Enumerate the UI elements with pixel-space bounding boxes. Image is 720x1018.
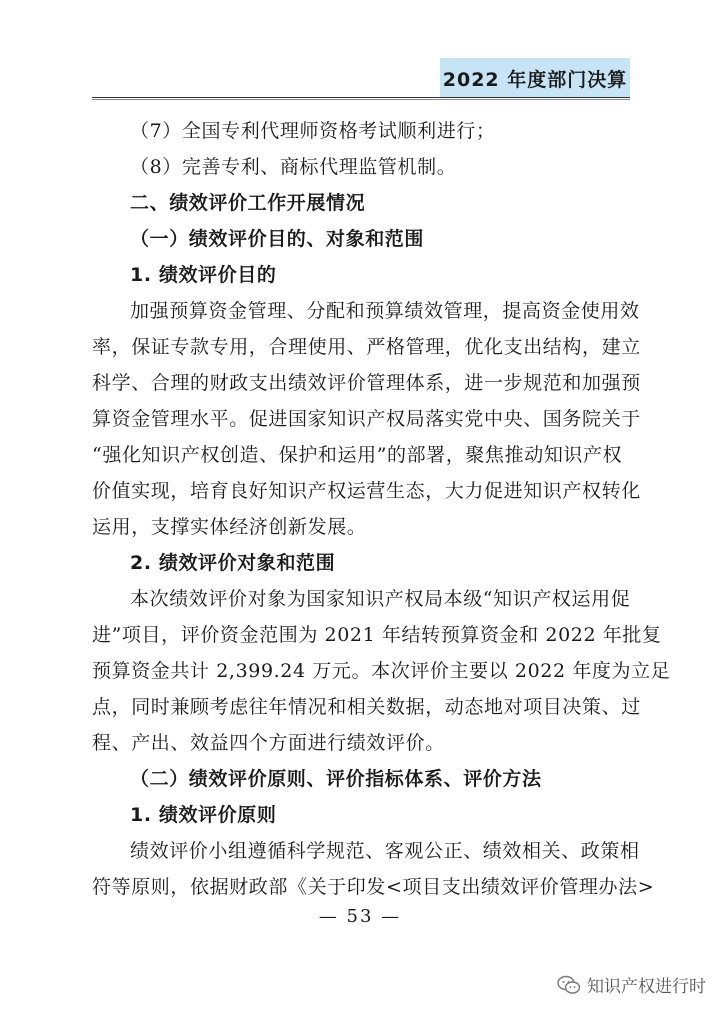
item-heading: 1. 绩效评价原则: [130, 804, 277, 826]
paragraph-line: 符等原则，依据财政部《关于印发<项目支出绩效评价管理办法>: [92, 876, 655, 898]
header-rule-secondary: [92, 99, 630, 100]
subsection-heading: （一）绩效评价目的、对象和范围: [130, 228, 425, 250]
section-header-title: 2022 年度部门决算: [442, 68, 628, 91]
subsection-heading: （二）绩效评价原则、评价指标体系、评价方法: [130, 768, 542, 790]
paragraph-line: 算资金管理水平。促进国家知识产权局落实党中央、国务院关于: [92, 408, 641, 430]
section-header: [440, 58, 630, 98]
paragraph-line: 进”项目，评价资金范围为 2021 年结转预算资金和 2022 年批复: [92, 624, 662, 646]
paragraph-line: “强化知识产权创造、保护和运用”的部署，聚焦推动知识产权: [92, 444, 623, 466]
watermark-text: 知识产权进行时: [587, 977, 706, 997]
header-rule: [92, 97, 630, 98]
paragraph-line: 本次绩效评价对象为国家知识产权局本级“知识产权运用促: [130, 588, 631, 610]
paragraph-line: 加强预算资金管理、分配和预算绩效管理，提高资金使用效: [130, 300, 640, 322]
paragraph-line: 点，同时兼顾考虑往年情况和相关数据，动态地对项目决策、过: [92, 696, 641, 718]
item-heading: 2. 绩效评价对象和范围: [130, 552, 336, 574]
paragraph-line: 率，保证专款专用，合理使用、严格管理，优化支出结构，建立: [92, 336, 641, 358]
paragraph-line: 科学、合理的财政支出绩效评价管理体系，进一步规范和加强预: [92, 372, 641, 394]
paragraph-line: 价值实现，培育良好知识产权运营生态，大力促进知识产权转化: [92, 480, 641, 502]
paragraph-line: 程、产出、效益四个方面进行绩效评价。: [92, 732, 445, 754]
paragraph-line: 预算资金共计 2,399.24 万元。本次评价主要以 2022 年度为立足: [92, 660, 671, 682]
section-heading: 二、绩效评价工作开展情况: [130, 192, 366, 214]
wechat-icon: [557, 975, 581, 995]
paragraph-line: 运用，支撑实体经济创新发展。: [92, 516, 367, 538]
list-item-7: （7）全国专利代理师资格考试顺利进行；: [130, 120, 496, 142]
item-heading: 1. 绩效评价目的: [130, 264, 277, 286]
list-item-8: （8）完善专利、商标代理监管机制。: [130, 156, 457, 178]
page-number: — 53 —: [318, 906, 402, 927]
paragraph-line: 绩效评价小组遵循科学规范、客观公正、绩效相关、政策相: [130, 840, 640, 862]
watermark: [557, 972, 706, 997]
